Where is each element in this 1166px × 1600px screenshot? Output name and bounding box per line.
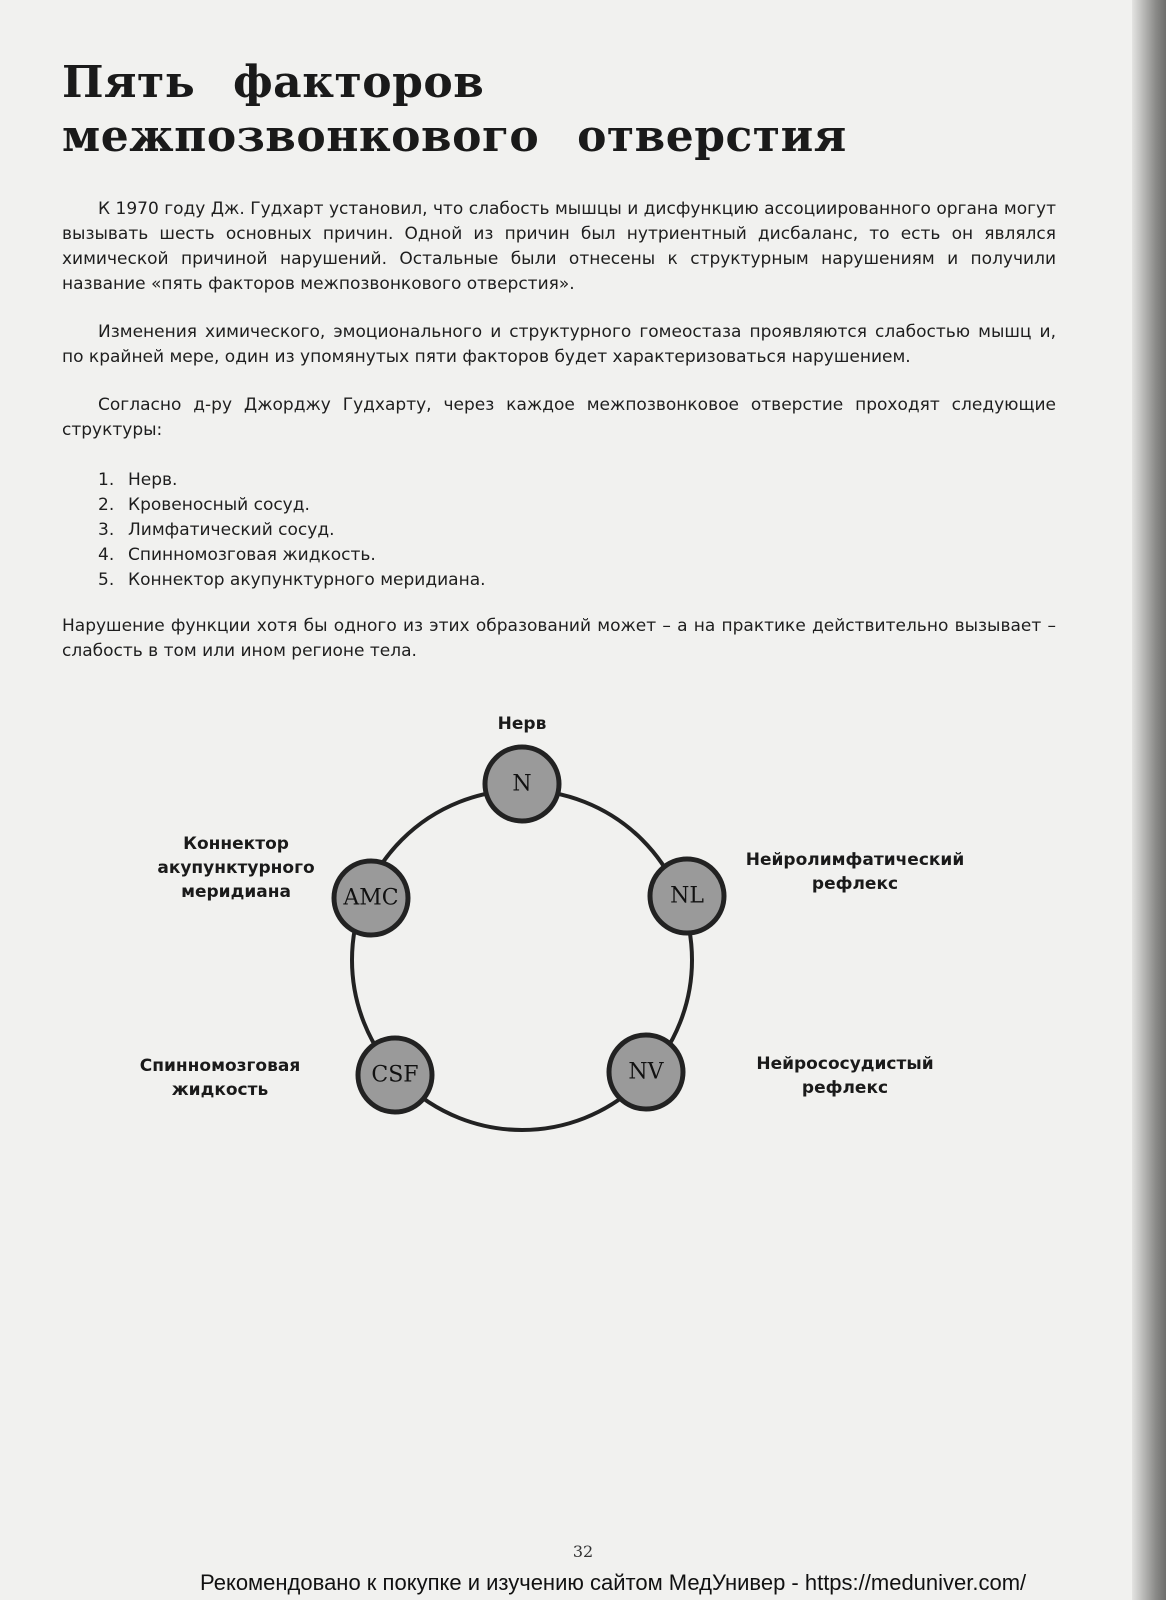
list-item-text: Лимфатический сосуд. [128, 520, 335, 540]
paragraph-4 [62, 614, 1056, 664]
footer-promo: Рекомендовано к покупке и изучению сайтом МедУнивер - https://meduniver.com/ [200, 1570, 1027, 1595]
list-item [98, 568, 486, 593]
node-n-text: N [512, 771, 532, 797]
title-line-1: Пять факторов [62, 57, 485, 108]
title-line-2: межпозвонкового отверстия [62, 111, 847, 162]
list-item [98, 518, 486, 543]
list-item [98, 543, 486, 568]
list-item-number: 5. [98, 570, 115, 590]
node-amc-text: AMC [343, 885, 399, 911]
page-number: 32 [572, 1542, 594, 1561]
list-item-text: Кровеносный сосуд. [128, 495, 310, 515]
list-item-text: Коннектор акупунктурного меридиана. [128, 570, 486, 590]
paragraph-1 [62, 197, 1056, 297]
label-nerve: Нерв [497, 714, 547, 734]
structures-list [98, 468, 486, 593]
node-n [485, 747, 559, 821]
paragraph-4-text: Нарушение функции хотя бы одного из этих образований может – а на практике действительно вызывает – слабость в том или ином регионе тела. [62, 616, 1056, 661]
list-item-text: Спинномозговая жидкость. [128, 545, 376, 565]
paragraph-3-text: Согласно д-ру Джорджу Гудхарту, через каждое межпозвонковое отверстие проходят следующие структуры: [62, 395, 1056, 440]
paragraph-3 [62, 393, 1056, 443]
list-item-number: 1. [98, 470, 115, 490]
node-nl [650, 859, 724, 933]
node-nl-text: NL [670, 883, 704, 909]
five-factors-diagram [100, 714, 1050, 1140]
list-item-number: 3. [98, 520, 115, 540]
node-amc [334, 861, 408, 935]
paragraph-1-text: К 1970 году Дж. Гудхарт установил, что слабость мышцы и дисфункцию ассоциированного органа могут вызывать шесть основных причин. Одной из причин был нутриентный дисбаланс, то есть он являлся химической причиной нарушений. Остальные были отнесены к структурным нарушениям и получили название «пять факторов межпозвонкового отверстия». [62, 199, 1056, 294]
label-amc: Коннектор акупунктурного меридиана [157, 834, 315, 902]
label-nl: Нейролимфатический рефлекс [745, 850, 965, 894]
node-csf [358, 1038, 432, 1112]
page-edge-shadow [1132, 0, 1166, 1600]
list-item [98, 493, 486, 518]
node-nv-text: NV [628, 1059, 664, 1085]
node-nv [609, 1035, 683, 1109]
label-nv: Нейрососудистый рефлекс [756, 1054, 934, 1098]
paragraph-2 [62, 320, 1056, 370]
list-item-number: 4. [98, 545, 115, 565]
list-item [98, 468, 486, 493]
list-item-text: Нерв. [128, 470, 178, 490]
list-item-number: 2. [98, 495, 115, 515]
paragraph-2-text: Изменения химического, эмоционального и структурного гомеостаза проявляются слабостью мышц и, по крайней мере, один из упомянутых пяти факторов будет характеризоваться нарушением. [62, 322, 1056, 367]
label-csf: Спинномозговая жидкость [139, 1056, 301, 1100]
node-csf-text: CSF [371, 1062, 419, 1088]
page-title [62, 56, 1062, 164]
